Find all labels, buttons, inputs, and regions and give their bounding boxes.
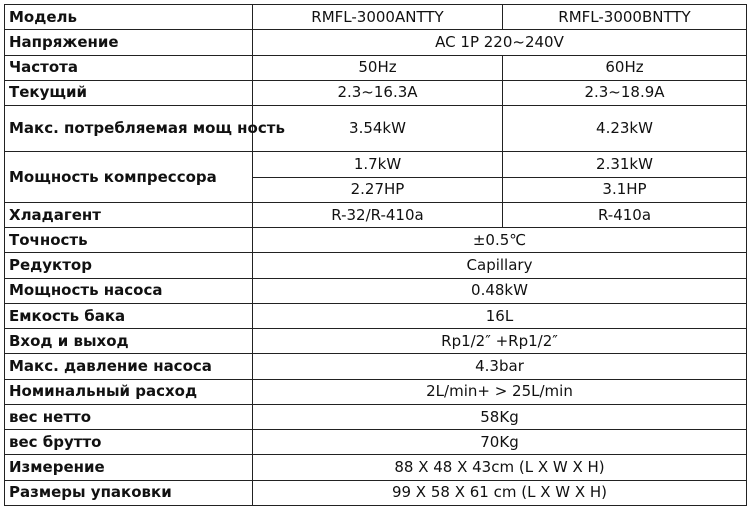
value-cell: 88 X 48 X 43cm (L X W X H)	[253, 455, 747, 480]
value-cell-b: 2.3~18.9A	[503, 80, 747, 105]
model-a-cell: RMFL-3000ANTTY	[253, 5, 503, 30]
value-cell-b: 2.31kW	[503, 152, 747, 177]
value-cell-a: 3.54kW	[253, 106, 503, 152]
table-row	[5, 106, 747, 152]
table-row	[5, 253, 747, 278]
table-row	[5, 278, 747, 303]
table-row	[5, 455, 747, 480]
row-label: Измерение	[5, 455, 253, 480]
table-row	[5, 430, 747, 455]
value-cell: 2L/min+ > 25L/min	[253, 379, 747, 404]
value-cell-b: 3.1HP	[503, 177, 747, 202]
row-label: Размеры упаковки	[5, 480, 253, 505]
value-cell-b: R-410a	[503, 202, 747, 227]
table-row	[5, 152, 747, 177]
value-cell: 99 X 58 X 61 cm (L X W X H)	[253, 480, 747, 505]
value-cell: 70Kg	[253, 430, 747, 455]
table-row	[5, 55, 747, 80]
table-row	[5, 379, 747, 404]
row-label: вес нетто	[5, 404, 253, 429]
row-label: Точность	[5, 228, 253, 253]
value-cell: Capillary	[253, 253, 747, 278]
row-label: Макс. давление насоса	[5, 354, 253, 379]
value-cell-a: 50Hz	[253, 55, 503, 80]
row-label: Мощность насоса	[5, 278, 253, 303]
table-row	[5, 228, 747, 253]
value-cell-a: 1.7kW	[253, 152, 503, 177]
value-cell: 4.3bar	[253, 354, 747, 379]
table-row	[5, 5, 747, 30]
value-cell: 58Kg	[253, 404, 747, 429]
model-b-cell: RMFL-3000BNTTY	[503, 5, 747, 30]
value-cell: Rp1/2″ +Rp1/2″	[253, 329, 747, 354]
row-label: Мощность компрессора	[5, 152, 253, 203]
row-label: вес брутто	[5, 430, 253, 455]
row-label: Номинальный расход	[5, 379, 253, 404]
row-label: Макс. потребляемая мощ ность	[5, 106, 253, 152]
row-label: Напряжение	[5, 30, 253, 55]
value-cell-a: 2.27HP	[253, 177, 503, 202]
table-row	[5, 354, 747, 379]
value-cell: AC 1P 220~240V	[253, 30, 747, 55]
value-cell-b: 60Hz	[503, 55, 747, 80]
table-row	[5, 329, 747, 354]
table-row	[5, 404, 747, 429]
value-cell-b: 4.23kW	[503, 106, 747, 152]
row-label: Частота	[5, 55, 253, 80]
table-row	[5, 30, 747, 55]
row-label: Хладагент	[5, 202, 253, 227]
value-cell-a: R-32/R-410a	[253, 202, 503, 227]
table-row	[5, 80, 747, 105]
table-row	[5, 303, 747, 328]
value-cell: 16L	[253, 303, 747, 328]
row-label: Модель	[5, 5, 253, 30]
table-row	[5, 202, 747, 227]
table-row	[5, 480, 747, 505]
row-label: Текущий	[5, 80, 253, 105]
value-cell: ±0.5℃	[253, 228, 747, 253]
row-label: Вход и выход	[5, 329, 253, 354]
value-cell: 0.48kW	[253, 278, 747, 303]
spec-table	[4, 4, 747, 506]
row-label: Емкость бака	[5, 303, 253, 328]
value-cell-a: 2.3~16.3A	[253, 80, 503, 105]
row-label: Редуктор	[5, 253, 253, 278]
